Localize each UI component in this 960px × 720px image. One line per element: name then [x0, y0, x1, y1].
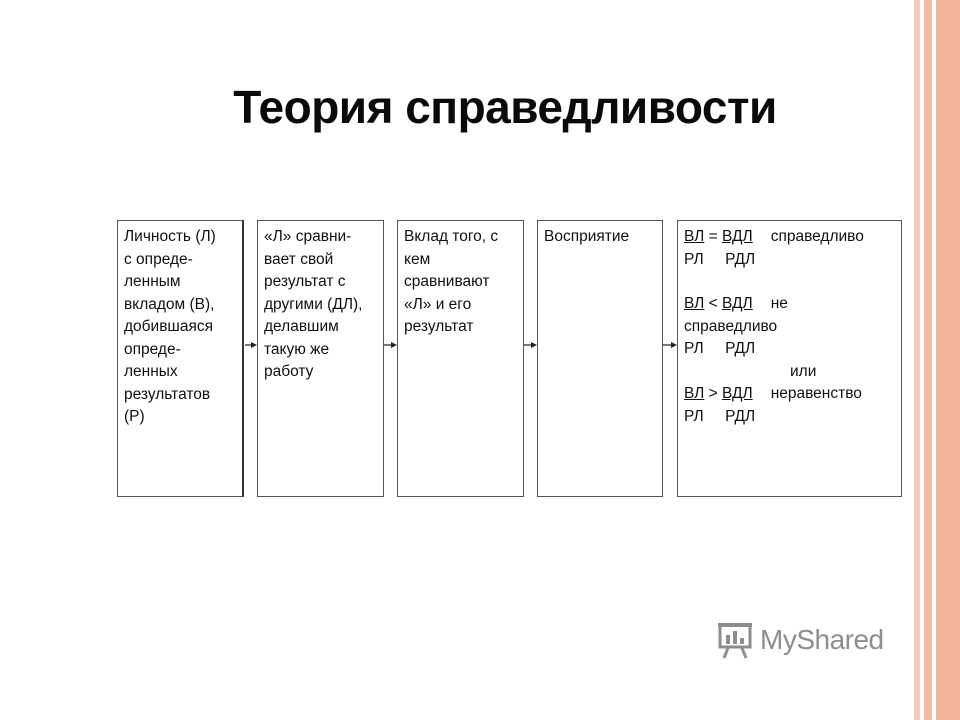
- operator: >: [704, 385, 723, 402]
- box-text-line: результатов: [124, 385, 211, 403]
- slide-title: Теория справедливости: [233, 81, 777, 133]
- term-vdl: ВДЛ: [722, 385, 753, 402]
- box-text-line: кем: [404, 250, 431, 268]
- arrow-3: [524, 342, 537, 348]
- or-label: или: [790, 362, 817, 380]
- myshared-watermark: [718, 620, 884, 660]
- denominators: РЛ РДЛ: [684, 250, 756, 268]
- box-text-line: с опреде-: [124, 250, 193, 268]
- box-text-line: ленных: [124, 363, 178, 380]
- box-text-line: Вклад того, с: [404, 228, 499, 245]
- term-vl: ВЛ: [684, 295, 705, 312]
- arrow-4: [663, 342, 677, 348]
- box-text-line: работу: [264, 363, 314, 380]
- verdict: справедливо: [770, 228, 864, 245]
- box-text-line: «Л» и его: [404, 295, 472, 313]
- verdict: неравенство: [770, 385, 862, 402]
- operator: <: [704, 295, 723, 312]
- term-vl: ВЛ: [684, 385, 705, 402]
- arrow-1: [245, 342, 257, 348]
- box-text-line: добившаяся: [124, 318, 214, 335]
- box-text-line: Личность (Л): [124, 228, 216, 245]
- denominators: РЛ РДЛ: [684, 340, 756, 357]
- term-vdl: ВДЛ: [722, 228, 753, 245]
- box-text-line: «Л» сравни-: [264, 228, 352, 245]
- box-text-line: ленным: [124, 273, 181, 290]
- box-text-line: результат с: [264, 273, 346, 290]
- box-text-line: (Р): [124, 408, 145, 425]
- box-text-line: результат: [404, 318, 474, 335]
- operator: =: [704, 228, 723, 245]
- box-text-line: сравнивают: [404, 273, 490, 290]
- box-text-line: Восприятие: [544, 228, 630, 245]
- term-vdl: ВДЛ: [722, 295, 753, 312]
- denominators: РЛ РДЛ: [684, 407, 756, 425]
- box-text-line: другими (ДЛ),: [264, 295, 363, 313]
- box-text-line: такую же: [264, 340, 330, 358]
- verdict: не: [770, 295, 788, 312]
- term-vl: ВЛ: [684, 228, 705, 245]
- verdict-continued: справедливо: [684, 317, 778, 335]
- arrow-2: [384, 342, 397, 348]
- box-text-line: вкладом (В),: [124, 295, 215, 313]
- box-text-line: вает свой: [264, 250, 334, 268]
- box-text-line: делавшим: [264, 318, 339, 335]
- brand-name: MyShared: [760, 624, 884, 655]
- presentation-board-icon: [718, 621, 754, 659]
- box-text-line: опреде-: [124, 340, 181, 358]
